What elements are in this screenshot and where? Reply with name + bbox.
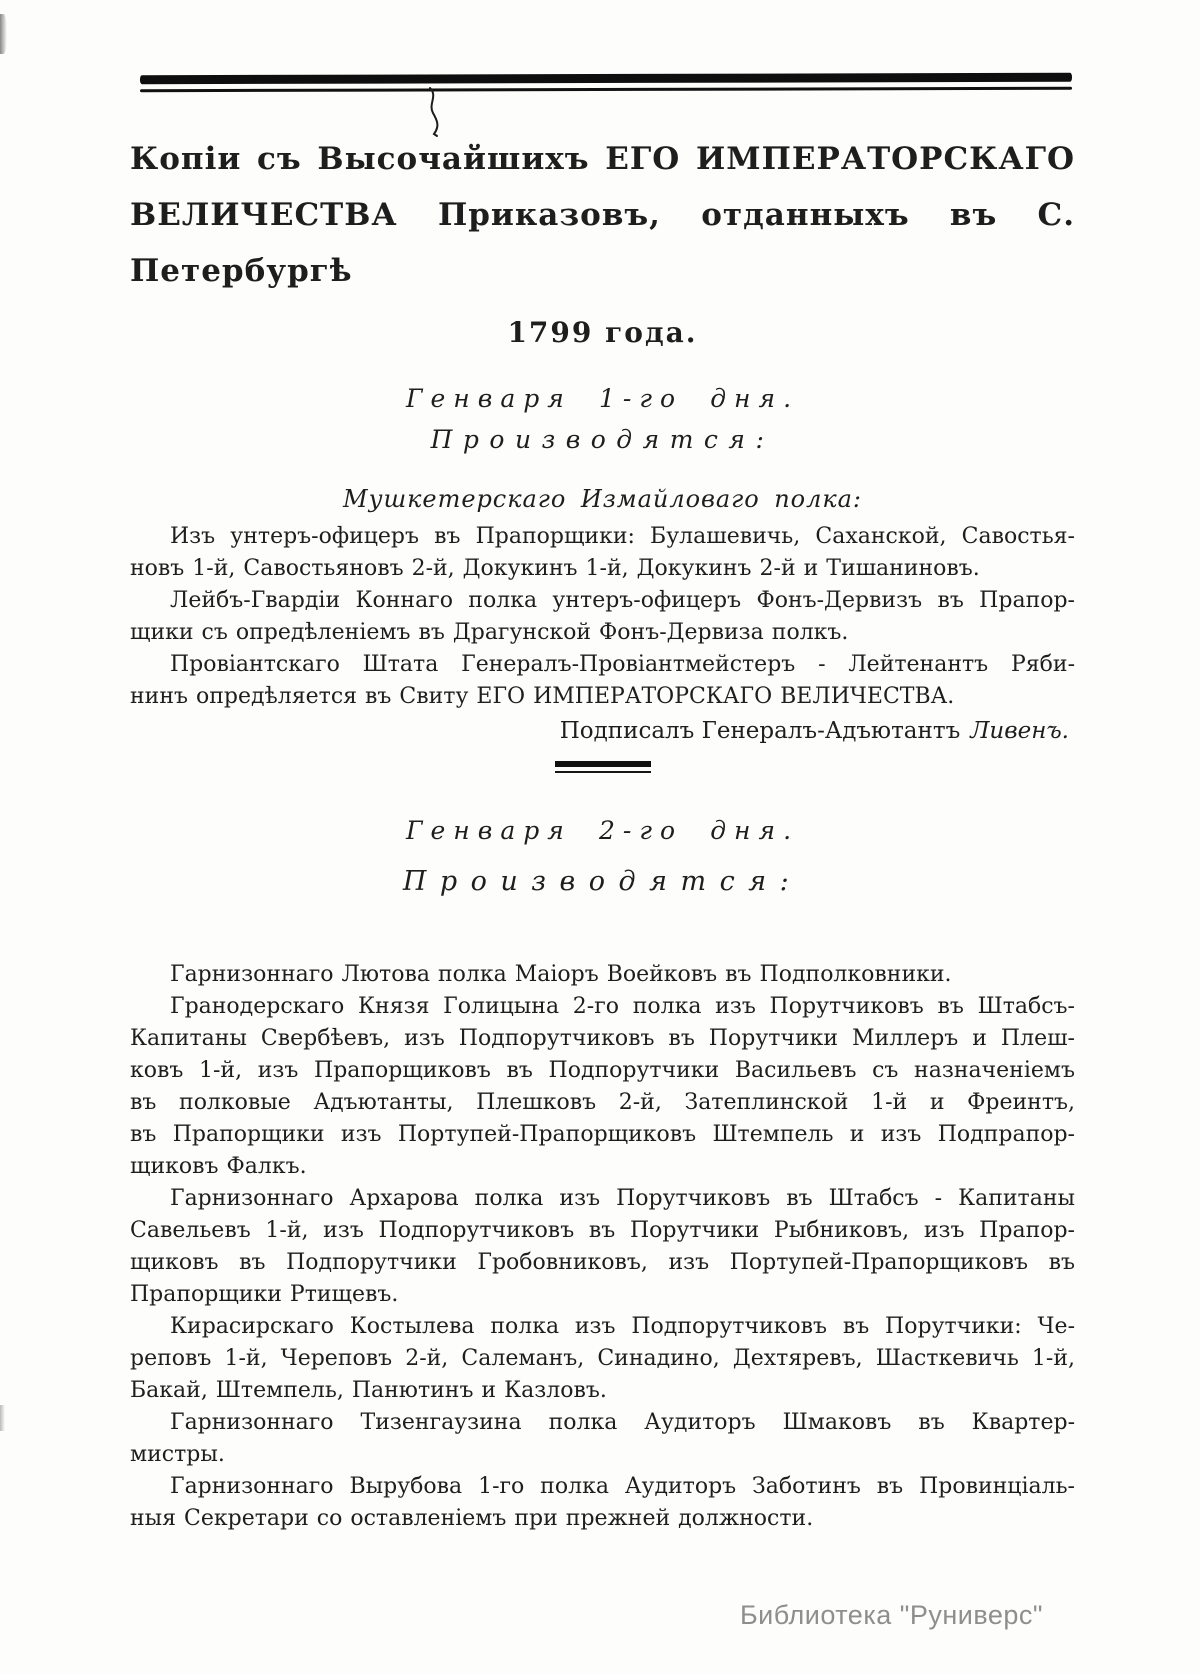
text-line: Гарнизоннаго Архарова полка изъ Порутчиковъ въ Штабсъ - Капитаны <box>170 1186 1075 1211</box>
text-line: въ Прапорщики изъ Портупей-Прапорщиковъ Штемпель и изъ Подпрапор- <box>130 1122 1075 1147</box>
produced-heading: Производятся: <box>430 425 775 454</box>
text-line: ныя Секретари со оставленіемъ при прежней должности. <box>130 1506 814 1531</box>
order-paragraph <box>130 959 1075 991</box>
document-content <box>130 131 1075 1535</box>
section-body <box>130 521 1075 713</box>
order-paragraph <box>130 649 1075 713</box>
scan-artifact <box>0 14 7 54</box>
text-line: Гарнизоннаго Вырубова 1-го полка Аудиторъ Заботинъ въ Провинціаль- <box>170 1474 1075 1499</box>
unit-heading: Мушкетерскаго Измайловаго полка: <box>343 485 862 513</box>
produced-heading: Производятся: <box>402 866 803 897</box>
year-line: 1799 года. <box>507 316 698 349</box>
text-line: щиковъ Фалкъ. <box>130 1154 307 1179</box>
order-paragraph <box>130 991 1075 1183</box>
order-paragraph <box>130 521 1075 585</box>
text-line: нинъ опредѣляется въ Свиту ЕГО ИМПЕРАТОРСКАГО ВЕЛИЧЕСТВА. <box>130 684 955 709</box>
order-section <box>130 381 1075 773</box>
text-line: Провіантскаго Штата Генералъ-Провіантмейстеръ - Лейтенантъ Ряби- <box>170 652 1075 677</box>
signature-prefix: Подписалъ Генералъ-Адъютантъ <box>559 718 961 744</box>
rule-thin <box>140 87 1072 92</box>
text-line: новъ 1-й, Савостьяновъ 2-й, Докукинъ 1-й, Докукинъ 2-й и Тишаниновъ. <box>130 556 980 581</box>
text-line: Лейбъ-Гвардіи Коннаго полка унтеръ-офицеръ Фонъ-Дервизъ въ Прапор- <box>170 588 1075 613</box>
text-line: мистры. <box>130 1442 225 1467</box>
text-line: Бакай, Штемпель, Панютинъ и Казловъ. <box>130 1378 607 1403</box>
text-line: Изъ унтеръ-офицеръ въ Прапорщики: Булашевичь, Саханской, Савостья- <box>170 524 1075 549</box>
text-line: Кирасирскаго Костылева полка изъ Подпорутчиковъ въ Порутчики: Че- <box>170 1314 1075 1339</box>
watermark-library-label: Библиотека "Руниверс" <box>739 1600 1043 1630</box>
ink-squiggle-mark <box>424 86 450 138</box>
order-paragraph <box>130 1311 1075 1407</box>
order-paragraph <box>130 1471 1075 1535</box>
text-line: Савельевъ 1-й, изъ Подпорутчиковъ въ Порутчики Рыбниковъ, изъ Прапор- <box>130 1218 1075 1243</box>
text-line: ковъ 1-й, изъ Прапорщиковъ въ Подпорутчики Васильевъ съ назначеніемъ <box>130 1058 1075 1083</box>
text-line: Прапорщики Ртищевъ. <box>130 1282 399 1307</box>
text-line: въ полковые Адъютанты, Плешковъ 2-й, Затеплинской 1-й и Фреинтъ, <box>130 1090 1075 1115</box>
order-paragraph <box>130 1183 1075 1311</box>
text-line: реповъ 1-й, Череповъ 2-й, Салеманъ, Синадино, Дехтяревъ, Шасткевичь 1-й, <box>130 1346 1075 1371</box>
orders-sections <box>130 381 1075 1535</box>
order-section <box>130 813 1075 1535</box>
date-heading: Генваря 2-го дня. <box>405 816 800 845</box>
order-paragraph <box>130 1407 1075 1471</box>
section-body <box>130 959 1075 1535</box>
text-line: щики съ опредѣленіемъ въ Драгунской Фонъ-Дервиза полкъ. <box>130 620 849 645</box>
signature-line <box>130 715 1075 747</box>
signature-name: Ливенъ. <box>970 718 1069 744</box>
text-line: Капитаны Свербѣевъ, изъ Подпорутчиковъ въ Порутчики Миллеръ и Плеш- <box>130 1026 1075 1051</box>
text-line: Гранодерскаго Князя Голицына 2-го полка изъ Порутчиковъ въ Штабсъ- <box>170 994 1075 1019</box>
date-heading: Генваря 1-го дня. <box>405 384 800 413</box>
order-paragraph <box>130 585 1075 649</box>
text-line: Гарнизоннаго Лютова полка Маіоръ Воейковъ въ Подполковники. <box>170 962 952 987</box>
section-divider <box>555 761 651 773</box>
rule-thick <box>140 73 1072 84</box>
text-line: Гарнизоннаго Тизенгаузина полка Аудиторъ Шмаковъ въ Квартер- <box>170 1410 1075 1435</box>
title-line: Копіи съ Высочайшихъ ЕГО ИМПЕРАТОРСКАГО <box>130 141 1075 177</box>
title-line: ВЕЛИЧЕСТВА Приказовъ, отданныхъ въ С. Петербургѣ <box>130 197 1075 289</box>
page-title <box>130 131 1075 299</box>
top-double-rule <box>140 73 1072 92</box>
scan-artifact <box>0 1405 5 1431</box>
text-line: щиковъ въ Подпорутчики Гробовниковъ, изъ Портупей-Прапорщиковъ въ <box>130 1250 1075 1275</box>
